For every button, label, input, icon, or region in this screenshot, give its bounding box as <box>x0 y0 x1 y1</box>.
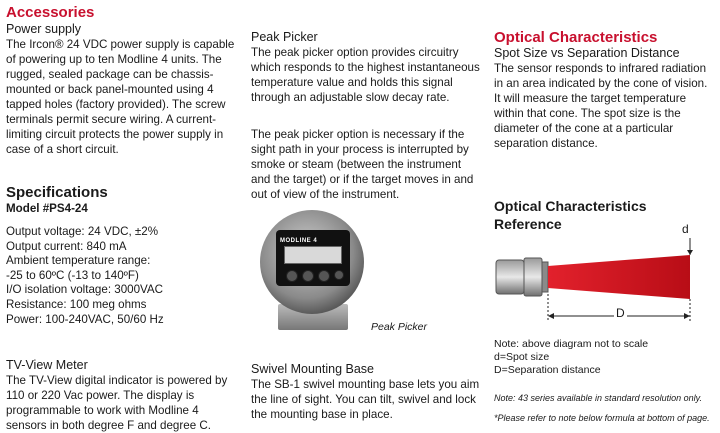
tv-view-text: The TV-View digital indicator is powered by 110 or 220 Vac power. The display is programmable to work with Modline 4 sensors in both degree F and degree C. <box>6 374 228 432</box>
distance-arrow-left <box>548 313 554 319</box>
cone-of-vision <box>548 255 690 299</box>
spot-size-heading: Spot Size vs Separation Distance <box>494 46 680 60</box>
formula-note: *Please refer to note below formula at bottom of page. <box>494 413 710 423</box>
model-heading: Model #PS4-24 <box>6 202 88 215</box>
device-button <box>334 270 344 280</box>
spec-resistance: Resistance: 100 meg ohms <box>6 297 147 311</box>
peak-picker-caption: Peak Picker <box>371 321 428 333</box>
spot-size-arrow <box>687 250 693 255</box>
specs-list <box>6 225 164 327</box>
spot-size-label: d <box>682 222 689 236</box>
tv-view-heading: TV-View Meter <box>6 358 88 372</box>
device-button <box>318 270 330 282</box>
spot-size-definition: d=Spot size <box>494 351 550 363</box>
swivel-base-heading: Swivel Mounting Base <box>251 362 374 376</box>
swivel-base-text: The SB-1 swivel mounting base lets you aim the line of sight. You can tilt, swivel and lock the mounting base in place. <box>251 378 480 421</box>
device-button <box>302 270 314 282</box>
power-supply-heading: Power supply <box>6 22 82 36</box>
device-brand-logo: MODLINE 4 <box>280 238 318 244</box>
peak-picker-text-1: The peak picker option provides circuitry which responds to the highest instantaneous temperature value and holds this signal through an adjustable slow decay rate. <box>251 46 480 104</box>
reference-heading-line2: Reference <box>494 216 562 232</box>
spot-size-text: The sensor responds to infrared radiation in an area indicated by the cone of vision. It will measure the target temperature within that cone. The spot size is the diameter of the cone at a particular separation distance. <box>494 62 708 150</box>
peak-picker-device-image <box>256 208 368 332</box>
specifications-heading: Specifications <box>6 184 108 201</box>
sensor-lens <box>542 262 548 292</box>
sensor-head <box>524 258 542 296</box>
spec-output-voltage: Output voltage: 24 VDC, ±2% <box>6 225 159 238</box>
device-button <box>286 270 298 282</box>
sensor-body <box>496 260 524 294</box>
accessories-heading: Accessories <box>6 4 95 21</box>
spec-ambient-values: -25 to 60ºC (-13 to 140ºF) <box>6 268 139 282</box>
distance-label: D <box>616 306 625 320</box>
cone-diagram-svg <box>494 236 716 326</box>
spec-output-current: Output current: 840 mA <box>6 239 127 253</box>
diagram-note: Note: above diagram not to scale <box>494 338 649 350</box>
reference-heading-line1: Optical Characteristics <box>494 198 647 214</box>
device-display <box>284 246 342 264</box>
spec-isolation: I/O isolation voltage: 3000VAC <box>6 283 164 297</box>
optical-heading: Optical Characteristics <box>494 29 658 46</box>
distance-arrow-right <box>684 313 690 319</box>
peak-picker-heading: Peak Picker <box>251 30 318 44</box>
peak-picker-text-2: The peak picker option is necessary if the sight path in your process is interrupted by smoke or steam (between the instrument and the target) or if the target moves in and out of view of the instrument. <box>251 128 474 201</box>
spec-power: Power: 100-240VAC, 50/60 Hz <box>6 312 164 326</box>
spec-ambient-range: Ambient temperature range: <box>6 254 151 268</box>
power-supply-text: The Ircon® 24 VDC power supply is capable of powering up to ten Modline 4 units. The rugged, sealed package can be chassis-mounted or back panel-mounted using 4 tapped holes (factory provided). The screw terminals permit secure wiring. A current-limiting circuit protects the power supply in case of a short circuit. <box>6 38 235 156</box>
series-note: Note: 43 series available in standard resolution only. <box>494 393 702 403</box>
distance-definition: D=Separation distance <box>494 364 601 376</box>
